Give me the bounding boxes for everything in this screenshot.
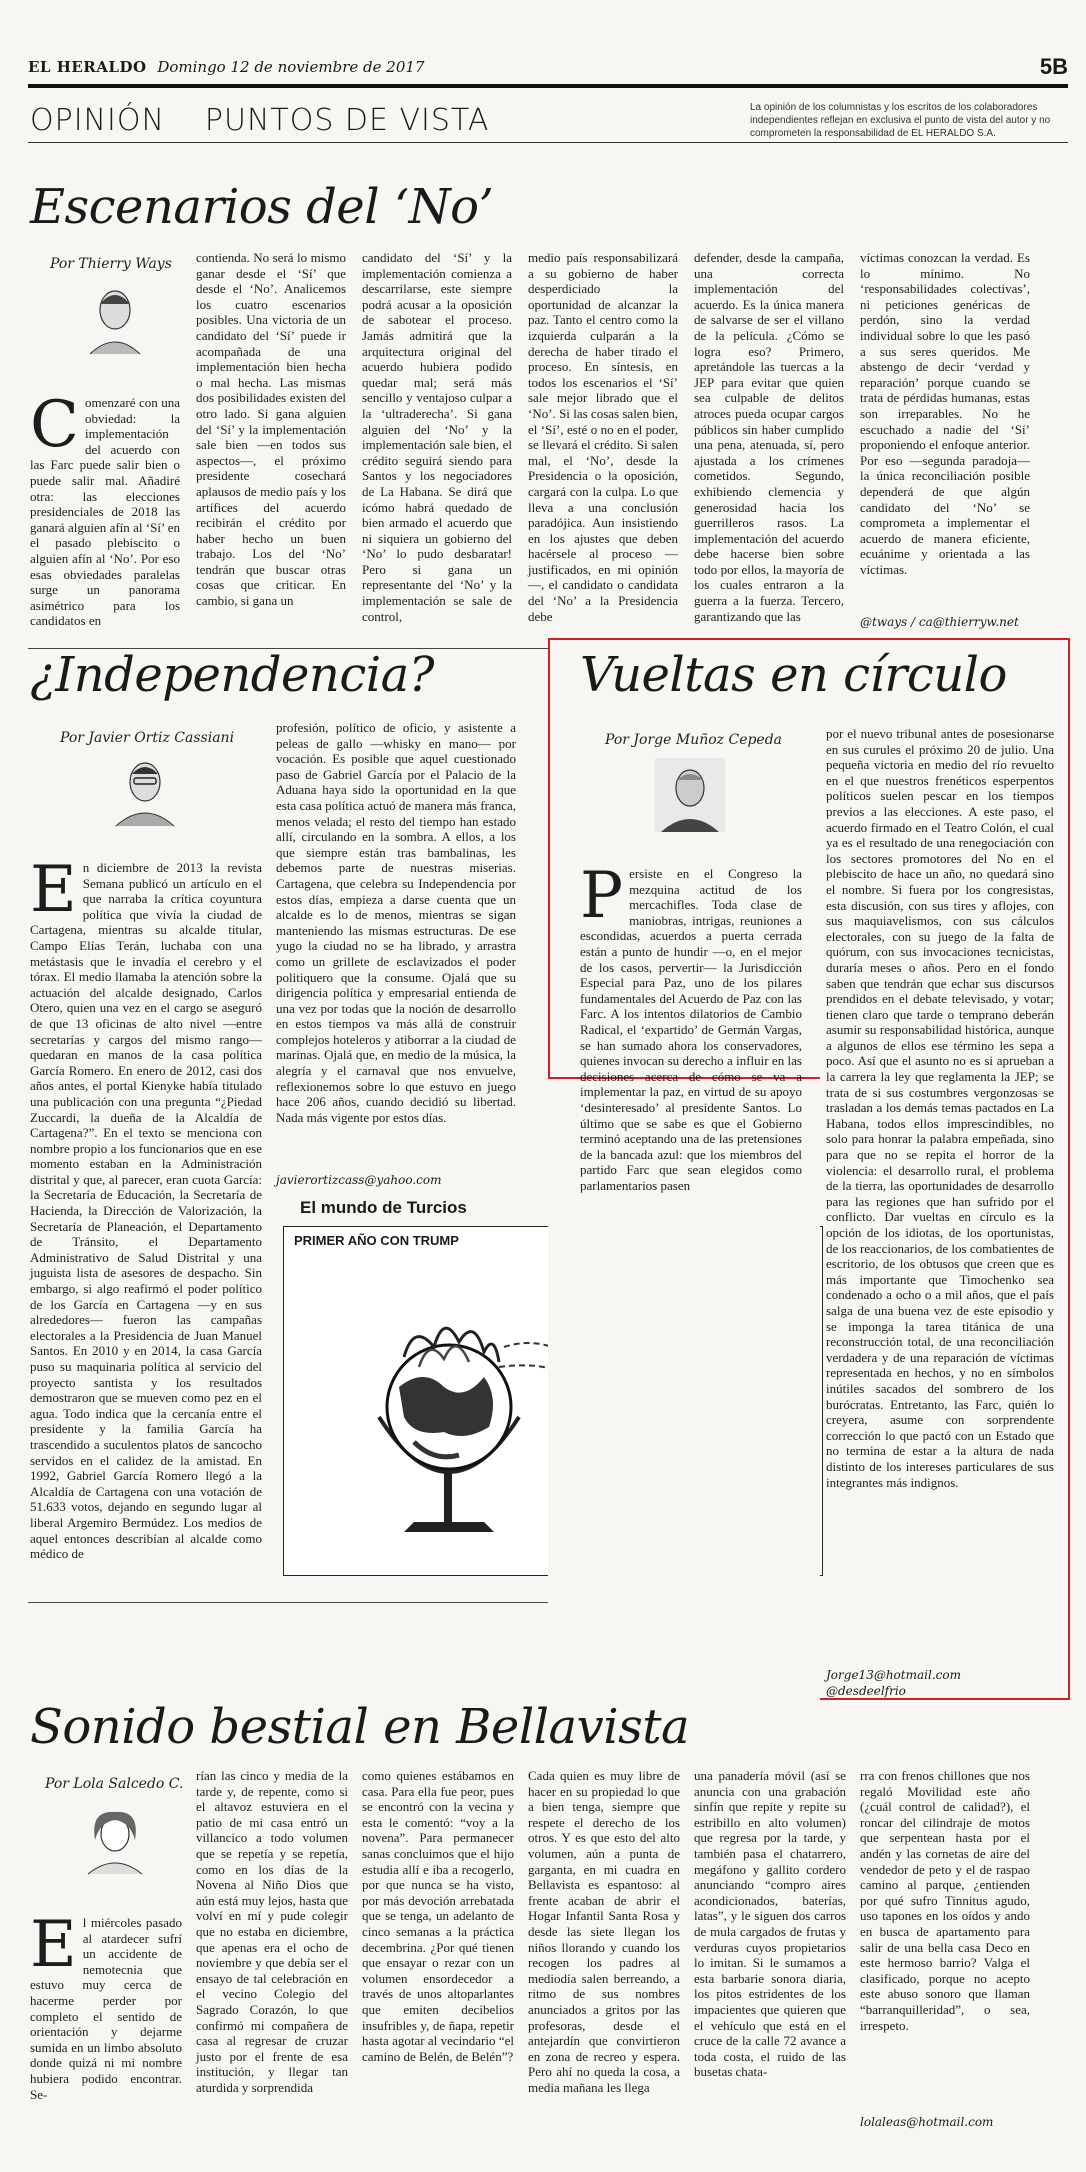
article1-column-5: defender, desde la campaña, una correcta implementación del acuerdo. Es la única manera de salvarse de ser el villano de la película. ¿Cómo se logra eso? Primero, apretándole las tuercas a la JEP para evitar que quien sea culpable de delitos atroces pueda ocupar cargos públicos sin haber cumplido una pena, atenuada, sí, pero ajustada a los crímenes cometidos. Segundo, exhibiendo clemencia y generosidad hacia los guerrilleros rasos. La implementación del acuerdo debe hacerse bien sobre todo por ellos, la mayoría de los cuales entraron a la guerra a la fuerza. Tercero, garantizando que las <box>694 250 844 624</box>
section-rule <box>28 142 1068 143</box>
featured-article-box-right <box>1068 638 1070 1700</box>
article2-title: ¿Independencia? <box>30 647 434 703</box>
divider <box>28 1602 548 1603</box>
article2-column-1: En diciembre de 2013 la revista Semana publicó un artículo en el que narraba la crítica coyuntura política que vivía la ciudad de Cartagena, mientras su alcalde titular, Campo Elías Terán, luchaba con una metástasis que le invadía el cerebro y el tórax. El medio llamaba la atención sobre la actuación del alcalde designado, Carlos Otero, quien una vez en el cargo se aseguró de que 13 oficinas de alto nivel —entre secretarías y cargos del mismo rango— quedaran en manos de la casa política García Romero. En enero de 2012, casi dos años antes, el portal Kienyke había titulado una publicación con una pregunta “¿Piedad Zuccardi, la dueña de la Alcaldía de Cartagena?”. En el texto se menciona con nombre propio a los funcionarios que en ese momento estaban en la Administración distrital y que, al parecer, eran cuota García: la Secretaría de Educación, la Secretaría de Hacienda, la Dirección de Valorización, la Secretaría de Planeación, el Departamento de Tránsito, el Departamento Administrativo de Salud Distrital y una juguista lista de asesores de despacho. Sin embargo, si algo reafirmó el poder político de los García en Cartagena —y en sus alrededores— fueron las campañas electorales a la Presidencia de Juan Manuel Santos. En 2010 y en 2014, la casa García puso su maquinaria política al servicio del proyecto santista y los resultados demostraron que se mueven como pez en el agua. Todo indica que la cercanía entre el presidente y la familia García ha trascendido a suculentos platos de sancocho servidos en el calidez de la amistad. En 1992, Gabriel García Romero llegó a la Alcaldía de Cartagena con una votación de 51.633 votos, dejando en segundo lugar al liberal Argemiro Bermúdez. Los medios de aquel entonces describían al alcalde como médico de <box>30 853 262 1562</box>
article1-column-3: candidato del ‘Sí’ y la implementación comienza a descarrilarse, este siempre podrá acusar a la oposición de sabotear el proceso. Jamás admitirá que la arquitectura original del acuerdo hubiera podido quedar mal; será más sencillo y ventajoso culpar a la ‘ultraderecha’. Si gana alguien del ‘No’ y la implementación sale bien, el crédito seguirá siendo para Santos y los negociadores de La Habana. Se dirá que icómo habrá quedado de bien armado el acuerdo que ni siquiera un gobierno del ‘No’ lo pudo desbaratar! Pero si gana un representante del ‘No’ y la implementación se sale de control, <box>362 250 512 624</box>
section-subname: PUNTOS DE VISTA <box>204 103 490 138</box>
article4-column-4: Cada quien es muy libre de hacer en su propiedad lo que a bien tenga, siempre que respete el derecho de los otros. Y es que esto del alto volumen, aún a punta de garganta, en mi cuadra en Bellavista es espantoso: al frente acaban de abrir el Hogar Infantil Santa Rosa y desde las siete llegan los niños llorando y cuando los recogen los padres al mediodía salen berreando, a ritmo de sus nombres anunciados a gritos por las profesoras, desde el antejardín que convirtieron en zona de recreo y espera. Pero ahí no queda la cosa, a media mañana les llega <box>528 1768 680 2095</box>
article1-column-4: medio país responsabilizará a su gobierno de haber desperdiciado la oportunidad de alcanzar la paz. Tanto el centro como la izquierda culparán a la derecha de haber tirado el proceso. En síntesis, en todos los escenarios el ‘Sí’ sale mejor librado que el ‘No’. Si las cosas salen bien, el ‘Sí’, esté o no en el poder, se llevará el crédito. Si salen mal, el ‘No’, desde la Presidencia o la oposición, cargará con la culpa. Lo que lleva a una conclusión paradójica. Aun insistiendo en los ajustes que deben hacérsele al proceso —justificados, en mi opinión—, el candidato o candidata del ‘No’ a la Presidencia debe <box>528 250 678 624</box>
article4-column-5: una panadería móvil (así se anuncia con una grabación sinfín que repite y repite su estribillo en alto volumen) que regresa por la tarde, y también pasa el chatarrero, megáfono y gallito cordero anunciando “compro aires acondicionados, baterías, latas”, y le siguen dos carros de mula cargados de frutas y verduras cuyos propietarios lo imitan. Si le sumamos a esta barbarie sonora diaria, los pitos estridentes de los impacientes que quieren que el vehículo que está en el cruce de la calle 72 avance a toda costa, el ruido de las busetas chata- <box>694 1768 846 2080</box>
article3-signature-email: Jorge13@hotmail.com <box>826 1668 961 1682</box>
article4-column-1: El miércoles pasado al atardecer sufrí un accidente de nemotecnia que estuvo muy cerca de hacerme perder por completo el sentido de orientación y dejarme sumida en un limbo absoluto donde quizá ni mi nombre hubiera podido encontrar. Se- <box>30 1908 182 2102</box>
article4-dropcap: E <box>30 1908 77 1982</box>
author-portrait-icon <box>655 758 725 832</box>
featured-article-box-bottom <box>818 1698 1070 1700</box>
article1-column-1: Comenzaré con una obviedad: la implementación del acuerdo con las Farc puede salir bien o puede salir mal. Añadiré otra: las elecciones presidenciales de 2018 las ganará alguien afín al ‘Sí’ en el pasado plebiscito o alguien afín al ‘No’. Por eso esas obviedades paralelas surge un panorama asimétrico para los candidatos en <box>30 388 180 629</box>
cartoon-title: El mundo de Turcios <box>300 1198 467 1217</box>
article3-title: Vueltas en círculo <box>580 647 1007 703</box>
section-title <box>30 103 529 138</box>
article3-column-2: por el nuevo tribunal antes de posesionarse en sus curules el próximo 20 de julio. Una pequeña victoria en medio del río revuelto en el que nuestros frenéticos esperpentos políticos suelen pescar en los tiempos previos a las elecciones. A este paso, el acuerdo firmado en el Teatro Colón, el cual ya es el resultado de una renegociación con los sectores promotores del No en el plebiscito de hace un año, no quedará sino el nombre. Si fuera por los congresistas, esta discusión, con sus tires y aflojes, con sus maquiavelismos, con sus cálculos electorales, con su juego de la falta de quórum, con sus invocaciones tecnicistas, duraría meses o años. Pero en el fondo saben que tendrán que echar sus discursos prendidos en el debate televisado, y votar; tienen claro que tarde o temprano deberán asumir su responsabilidad histórica, aunque a algunos de ellos ese término les sepa a poco. Así que el asunto no es si aprueban a la carrera la ley que reglamenta la JEP; se trata de si sus costumbres vergonzosas se trasladan a los demás temas pactados en La Habana, todos ellos imprescindibles, no solo para honrar la palabra empeñada, sino para que no se repita el horror de la violencia: el desarrollo rural, el problema de la tierra, las oportunidades de desarrollo para las regiones que han sufrido por el conflicto. Dar vueltas en círculo es la opción de los idiotas, de los oportunistas, de los reaccionarios, de los combatientes de escritorio, de los obtusos que creen que es más importante que Timochenko sea condenado a ocho o a mil años, que el país salga de una buena vez de este episodio y se imponga la tarea titánica de una reconstrucción total, de una reconciliación verdadera y de una reparación de víctimas representada en hechos, y no en símbolos inútiles sacados del sombrero de los burócratas. Entretanto, las Farc, quién lo creyera, asume con sorprendente corrección lo que pactó con un Estado que no termina de estar a la altura de nada distinto de los intereses particulares de sus integrantes más indignos. <box>826 726 1054 1490</box>
article1-signature: @tways / ca@thierryw.net <box>860 615 1019 629</box>
article1-column-2: contienda. No será lo mismo ganar desde el ‘Sí’ que desde el ‘No’. Analicemos los cuatro escenarios posibles. Una victoria de un candidato del ‘Sí’ puede ir acompañada de una implementación bien hecha o mal hecha. Las mismas dos posibilidades existen del otro lado. Si gana alguien del ‘Sí’ y la implementación sale bien —en todos sus aspectos—, el próximo presidente cosechará aplausos de medio país y los artífices del acuerdo recibirán el crédito por haber hecho un buen trabajo. Los del ‘No’ tendrán que buscar otras cosas que criticar. En cambio, si gana un <box>196 250 346 609</box>
cartoon-caption: PRIMER AÑO CON TRUMP <box>294 1233 459 1248</box>
newspaper-name: EL HERALDO <box>28 58 147 76</box>
section-name: OPINIÓN <box>30 103 165 138</box>
article1-byline: Por Thierry Ways <box>50 256 172 272</box>
article2-signature: javierortizcass@yahoo.com <box>276 1173 442 1187</box>
article2-dropcap: E <box>30 853 77 927</box>
article3-dropcap: P <box>580 859 624 933</box>
article4-column-2: rían las cinco y media de la tarde y, de repente, como si el altavoz estuviera en el patio de mi casa entró un villancico a todo volumen que se repetía y se repetía, como en los días de la Novena al Niño Dios que aún está muy lejos, hasta que volví en mí y pude colegir que no estaba en diciembre, que apenas era el ocho de noviembre y que debía ser el ensayo de tal celebración en el vecino Colegio del Sagrado Corazón, lo que confirmó mi compañera de casa al regresar de cruzar justo por el frente de esa institución, y llegar tan aturdida y sorprendida <box>196 1768 348 2095</box>
article3-byline: Por Jorge Muñoz Cepeda <box>605 732 783 748</box>
featured-article-box-left <box>548 638 550 1079</box>
article4-byline: Por Lola Salcedo C. <box>45 1776 184 1792</box>
masthead <box>28 54 1068 80</box>
article2-column-2: profesión, político de oficio, y asistente a peleas de gallo —whisky en mano— por vocación. Es posible que aquel cuestionado paso de Gabriel García por el Palacio de la Aduana haya sido la oportunidad en la que esta casa política actuó de manera más franca, menos velada; el resto del tiempo han estado allí, circulando en la sombra. A ellos, a los que siempre están tras bambalinas, les debemos parte de nuestras miserias. Cartagena, que celebra su Independencia por estos días, empieza a darse cuenta que un alcalde es lo de menos, mientras se sigan manteniendo las mismas estructuras. De ese yugo la ciudad no se ha librado, y arrastra como un grillete de esclavizados el poder politiquero que la consume. Ojalá que su dirigencia política y empresarial entienda de una vez por todas que la noción de desarrollo en estos tiempos va más allá de construir complejos hoteleros y atiborrar a la ciudad de marinas. Ojalá que, en medio de la música, la alegría y el carnaval que nos envuelve, reflexionemos sobre lo que estuvo en juego hace 206 años, cuando decidió su libertad. Nada más vigente por estos días. <box>276 720 516 1125</box>
article1-column-6: víctimas conozcan la verdad. Es lo mínimo. No ‘responsabilidades colectivas’, ni peticiones genéricas de perdón, sino la verdad individual sobre lo que les pasó a sus seres queridos. Me abstengo de decir ‘verdad y reparación’ porque cuando se trata de pérdidas humanas, estas son irreparables. No he escuchado a nadie del ‘Sí’ proponiendo el enfoque anterior. Por eso —segunda paradoja— la única reconciliación posible dependerá de que algún candidato del ‘No’ se comprometa a implementar el acuerdo de manera eficiente, ecuánime y orientada a las víctimas. <box>860 250 1030 577</box>
page-number: 5B <box>1039 54 1068 79</box>
author-portrait-icon <box>80 1800 150 1874</box>
edition-date: Domingo 12 de noviembre de 2017 <box>157 58 425 76</box>
article2-byline: Por Javier Ortiz Cassiani <box>60 730 235 746</box>
article4-column-3: como quienes estábamos en casa. Para ella fue peor, pues se encontró con la vecina y esta le comentó: “voy a la novena”. Para permanecer sanas concluimos que el hijo estudia allí e iba a recogerlo, por que nunca se ha visto, por más devoción arrebatada que se tenga, un adelanto de cinco semanas a la práctica decembrina. ¿Por qué tienen que ensayar o rezar con un volumen ensordecedor a través de unos altoparlantes que emiten decibelios insufribles y, de ñapa, repetir hasta agotar al vecindario “el camino de Belén, de Belén”? <box>362 1768 514 2064</box>
author-portrait-icon <box>80 280 150 354</box>
disclaimer: La opinión de los columnistas y los escritos de los colaboradores independientes reflejan en exclusiva el punto de vista del autor y no comprometen la responsabilidad de EL HERALDO S.A. <box>750 102 1051 139</box>
article3-signature-handle: @desdeelfrio <box>826 1684 906 1698</box>
article4-signature: lolaleas@hotmail.com <box>860 2115 994 2129</box>
article4-column-6: rra con frenos chillones que nos regaló Movilidad este año (¿cuál control de calidad?), el roncar del cilindraje de motos que serpentean hasta por el andén y las cornetas de aire del vendedor de peto y el de raspao camino al parque, ¿entienden por qué sufro Tinnitus agudo, uso tapones en los oídos y ando en busca de apartamento para salir de una bella casa Deco en este hermoso barrio? Valga el clasificado, porque no acepto este abuso sonoro que llaman “barranquilleridad”, o sea, irrespeto. <box>860 1768 1030 2033</box>
featured-article-box-top-edge <box>548 638 1070 640</box>
article3-column-1: Persiste en el Congreso la mezquina actitud de los mercachifles. Toda clase de maniobras, intrigas, reuniones a escondidas, acuerdos a puerta cerrada están a punto de hundir —o, en el mejor de los casos, pervertir— la Jurisdicción Especial para Paz, uno de los pilares fundamentales del Acuerdo de Paz con las Farc. A los intentos dilatorios de Cambio Radical, el ‘expartido’ de Germán Vargas, se han sumado ahora los conservadores, quienes invocan su derecho a influir en las decisiones acerca de cómo se va a implementar la paz, en virtud de su apoyo ‘desinteresado’ al presidente Santos. Lo último que se sabe es que el Gobierno terminó aceptando una de las pretensiones de la bancada azul: que los miembros del partido Farc que sean elegidos como parlamentarios pasen <box>580 859 802 1193</box>
article1-title: Escenarios del ‘No’ <box>30 179 494 235</box>
masthead-rule <box>28 84 1068 88</box>
author-portrait-icon <box>110 752 180 826</box>
article1-dropcap: C <box>30 388 79 462</box>
article4-title: Sonido bestial en Bellavista <box>30 1699 690 1755</box>
